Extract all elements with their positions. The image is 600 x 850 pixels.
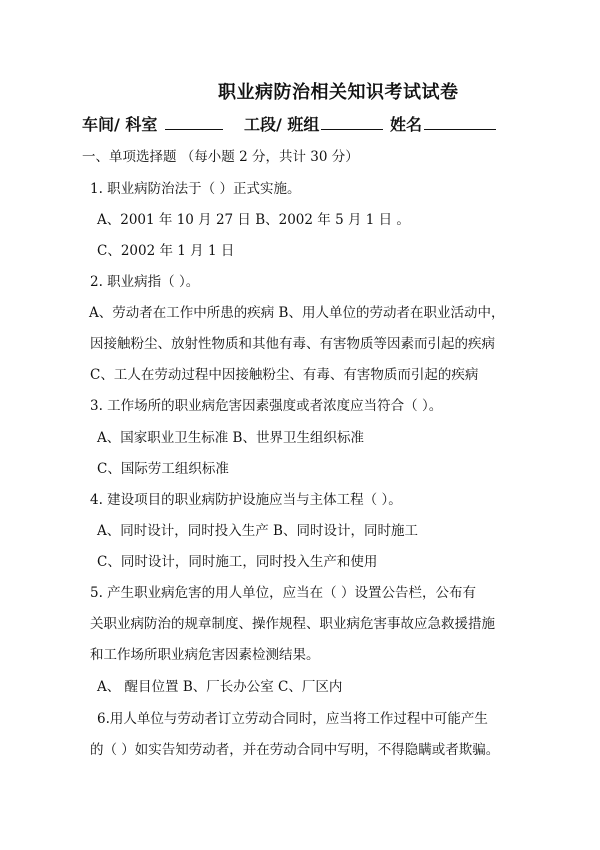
question-option-line: C、国际劳工组织标准 xyxy=(97,461,229,477)
question-option-line: C、工人在劳动过程中因接触粉尘、有毒、有害物质而引起的疾病 xyxy=(90,367,479,383)
workshop-field xyxy=(82,112,223,135)
question-stem-line: 3. 工作场所的职业病危害因素强度或者浓度应当符合（ ）。 xyxy=(90,398,443,414)
workshop-label: 车间/ 科室 xyxy=(82,115,158,134)
question-option-line: A、2001 年 10 月 27 日 B、2002 年 5 月 1 日 。 xyxy=(97,212,410,228)
question-option-line: A、劳动者在工作中所患的疾病 B、用人单位的劳动者在职业活动中， xyxy=(89,305,505,321)
page-title: 职业病防治相关知识考试试卷 xyxy=(218,82,459,103)
section-label: 工段/ 班组 xyxy=(244,115,320,134)
section-heading: 一、单项选择题 （每小题 2 分，共计 30 分） xyxy=(82,149,359,165)
question-stem-line: 和工作场所职业病危害因素检测结果。 xyxy=(90,647,320,663)
question-option-line: C、同时设计，同时施工，同时投入生产和使用 xyxy=(97,554,378,570)
question-stem-line: 5. 产生职业病危害的用人单位，应当在（ ）设置公告栏，公布有 xyxy=(90,585,476,601)
section-field xyxy=(244,112,383,135)
name-blank xyxy=(424,113,496,130)
question-option-line: A、 醒目位置 B、厂长办公室 C、厂区内 xyxy=(97,679,343,695)
question-stem-line: 4. 建设项目的职业病防护设施应当与主体工程（ ）。 xyxy=(90,492,402,508)
question-stem-line: 关职业病防治的规章制度、操作规程、职业病危害事故应急救援措施 xyxy=(90,616,495,632)
question-option-line: C、2002 年 1 月 1 日 xyxy=(97,243,235,259)
section-blank xyxy=(321,113,383,130)
question-option-line: A、国家职业卫生标准 B、世界卫生组织标准 xyxy=(97,430,364,446)
question-option-line: A、同时设计，同时投入生产 B、同时设计，同时施工 xyxy=(97,523,418,539)
question-option-line: 因接触粉尘、放射性物质和其他有毒、有害物质等因素而引起的疾病 xyxy=(90,336,495,352)
question-stem-line: 的（ ）如实告知劳动者，并在劳动合同中写明，不得隐瞒或者欺骗。 xyxy=(90,742,500,758)
workshop-blank xyxy=(165,113,223,130)
question-stem-line: 1. 职业病防治法于（ ）正式实施。 xyxy=(90,181,301,197)
name-label: 姓名 xyxy=(390,115,423,134)
question-stem-line: 2. 职业病指（ ）。 xyxy=(90,274,200,290)
name-field xyxy=(390,112,496,135)
question-stem-line: 6.用人单位与劳动者订立劳动合同时，应当将工作过程中可能产生 xyxy=(97,711,488,727)
